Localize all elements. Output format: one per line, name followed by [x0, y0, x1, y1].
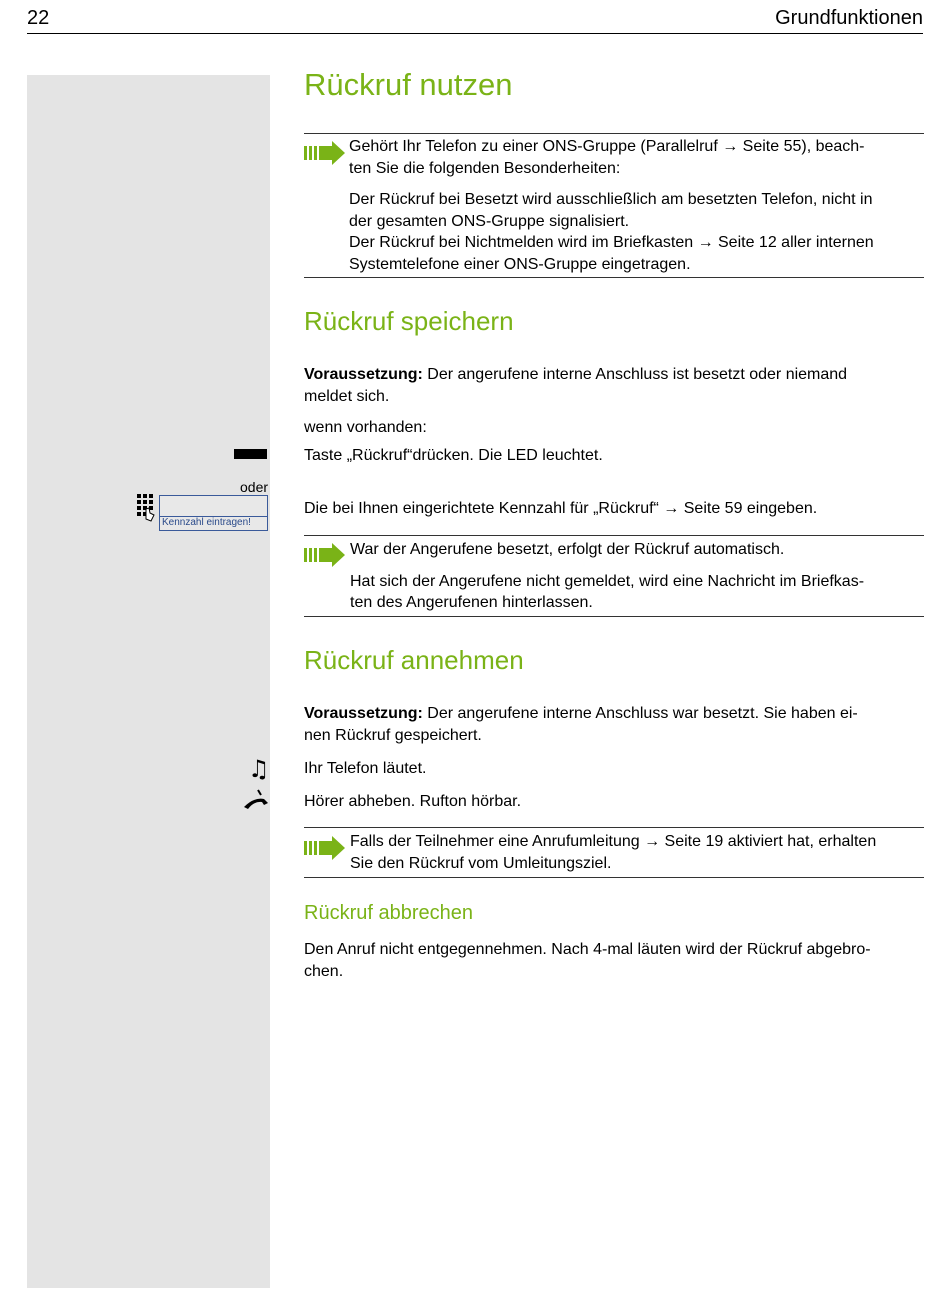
note1-text [349, 136, 923, 275]
oder-label: oder [240, 479, 269, 495]
keypad-icon [136, 493, 156, 523]
function-key-icon [234, 449, 267, 459]
if-available-text: wenn vorhanden: [304, 419, 427, 436]
note1-line: Systemtelefone einer ONS-Gruppe eingetragen. [349, 255, 691, 273]
handset-off-hook-icon [242, 789, 270, 811]
page-number: 22 [27, 7, 50, 29]
lift-handset-text: Hörer abheben. Rufton hörbar. [304, 793, 522, 810]
note-divider-top [304, 535, 924, 536]
section-heading-save: Rückruf speichern [304, 306, 514, 336]
note3-line: Sie den Rückruf vom Umleitungsziel. [350, 854, 612, 872]
note1-line: Der Rückruf bei Nichtmelden wird im Briefkasten → Seite 12 aller internen [349, 234, 874, 251]
note1-line: der gesamten ONS-Gruppe signalisiert. [349, 212, 630, 230]
section-heading-accept: Rückruf annehmen [304, 645, 524, 675]
note-divider-top [304, 827, 924, 828]
note-divider-bottom [304, 877, 924, 878]
ringing-text: Ihr Telefon läutet. [304, 760, 427, 777]
code-field-placeholder: Kennzahl eintragen! [162, 517, 251, 528]
note2-line: War der Angerufene besetzt, erfolgt der Rückruf automatisch. [350, 541, 785, 558]
prereq-text-cont: meldet sich. [304, 387, 390, 405]
note1-line: Gehört Ihr Telefon zu einer ONS-Gruppe (Parallelruf → Seite 55), beach- [349, 138, 865, 155]
header-divider [27, 33, 923, 34]
note-divider-top [304, 133, 924, 134]
note1-line: ten Sie die folgenden Besonderheiten: [349, 159, 621, 177]
section-title: Grundfunktionen [775, 7, 923, 29]
cancel-line: chen. [304, 962, 344, 980]
note-divider-bottom [304, 277, 924, 278]
note2-line: Hat sich der Angerufene nicht gemeldet, wird eine Nachricht im Briefkas- [350, 572, 865, 590]
save-prerequisite [304, 364, 924, 407]
note3-text [350, 831, 924, 874]
key-instruction: Taste „Rückruf“drücken. Die LED leuchtet. [304, 447, 603, 464]
code-entry-field[interactable] [159, 495, 268, 531]
sidebar-panel [27, 75, 270, 1288]
page-title: Rückruf nutzen [304, 67, 513, 102]
cancel-line: Den Anruf nicht entgegennehmen. Nach 4-mal läuten wird der Rückruf abgebro- [304, 941, 871, 958]
note-arrow-icon [304, 543, 346, 567]
section-heading-cancel: Rückruf abbrechen [304, 902, 473, 924]
prereq-label: Voraussetzung: [304, 705, 423, 722]
note1-line: Der Rückruf bei Besetzt wird ausschließlich am besetzten Telefon, nicht in [349, 191, 873, 208]
music-note-icon: ♫ [248, 755, 270, 783]
prereq-text: Der angerufene interne Anschluss ist besetzt oder niemand [422, 366, 848, 383]
note3-line: Falls der Teilnehmer eine Anrufumleitung → Seite 19 aktiviert hat, erhalten [350, 833, 877, 850]
prereq-text: Der angerufene interne Anschluss war besetzt. Sie haben ei- [422, 705, 858, 722]
note-arrow-icon [304, 141, 346, 165]
note-arrow-icon [304, 836, 346, 860]
accept-prerequisite [304, 703, 924, 746]
cancel-text [304, 939, 924, 982]
prereq-label: Voraussetzung: [304, 366, 423, 383]
code-instruction: Die bei Ihnen eingerichtete Kennzahl für „Rückruf“ → Seite 59 eingeben. [304, 500, 818, 517]
note-divider-bottom [304, 616, 924, 617]
note2-text [350, 539, 924, 614]
prereq-text-cont: nen Rückruf gespeichert. [304, 726, 482, 744]
note2-line: ten des Angerufenen hinterlassen. [350, 594, 593, 611]
